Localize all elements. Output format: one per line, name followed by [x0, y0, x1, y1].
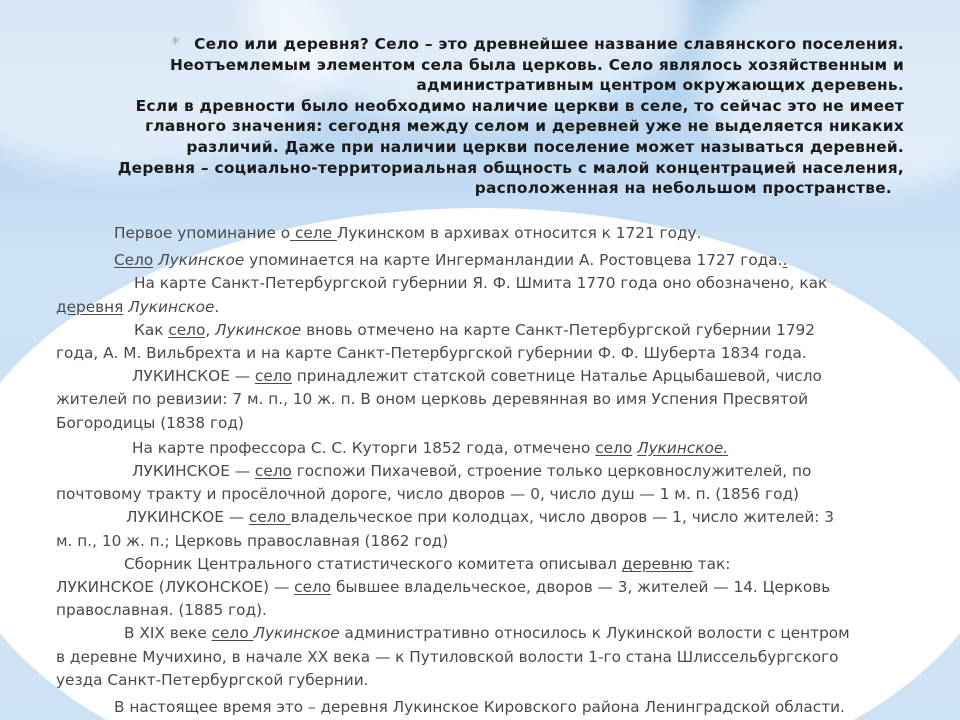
history-text [56, 222, 916, 719]
text-run: ЛУКИНСКОЕ (ЛУКОНСКОЕ) — [56, 578, 295, 597]
italic-name: Лукинское [215, 320, 302, 339]
paragraph-line [56, 506, 916, 529]
text-run: . [214, 297, 220, 316]
heading-block [70, 34, 904, 199]
heading-line: Неотъемлемым элементом села была церковь. Село являлось хозяйственным и [169, 55, 904, 74]
link-word-selo[interactable]: село [168, 320, 206, 339]
paragraph-line [56, 576, 916, 599]
text-run: В XIX веке [124, 624, 212, 643]
link-word-selo[interactable]: село [248, 508, 291, 527]
paragraph-line [56, 553, 916, 576]
text-run: Лукинском в архивах относится к 1721 году. [336, 224, 702, 242]
text-run: госпожи Пихачевой, строение только церковнослужителей, по [291, 462, 812, 481]
paragraph-line: На карте Санкт-Петербургской губернии Я. Ф. Шмита 1770 года оно обозначено, как [134, 274, 828, 293]
link-word-selo[interactable]: село [595, 438, 633, 457]
text-run: Как [134, 320, 169, 339]
link-word-selo[interactable]: село [254, 462, 292, 481]
paragraph-line: жителей по ревизии: 7 м. п., 10 ж. п. В оном церковь деревянная во имя Успения Пресвятой [56, 390, 809, 409]
text-run: владельческое при колодцах, число дворов — 1, число жителей: 3 [290, 508, 835, 527]
text-run: ЛУКИНСКОЕ — [132, 367, 255, 386]
heading-line: административным центром окружающих деревень. [416, 76, 904, 95]
text-run: Первое упоминание о [114, 224, 291, 242]
heading-line: Деревня – социально-территориальная общность с малой концентрацией населения, [117, 158, 904, 177]
bullet-icon: * [171, 34, 181, 54]
paragraph-line: православная. (1885 год). [56, 601, 267, 620]
paragraph-line: м. п., 10 ж. п.; Церковь православная (1862 год) [56, 531, 449, 550]
text-run: административно относилось к Лукинской волости с центром [339, 624, 850, 643]
italic-name: Лукинское [253, 624, 340, 643]
text-run: так: [692, 554, 731, 573]
heading-line: различий. Даже при наличии церкви поселение может называться деревней. [186, 137, 904, 156]
paragraph-line [56, 365, 916, 388]
link-word-derevnya[interactable]: деревня [56, 297, 124, 316]
text-run: ЛУКИНСКОЕ — [126, 508, 249, 527]
heading-line: Если в древности было необходимо наличие церкви в селе, то сейчас это не имеет [135, 96, 904, 115]
paragraph-line: В настоящее время это – деревня Лукинское Кировского района Ленинградской области. [114, 698, 845, 717]
italic-name: Лукинское [158, 251, 245, 270]
paragraph-line: уезда Санкт-Петербургской губернии. [56, 670, 369, 689]
link-word-selo[interactable]: село [294, 578, 332, 597]
paragraph-line [56, 222, 916, 245]
link-dot[interactable]: . [782, 251, 788, 270]
paragraph-line [56, 249, 916, 272]
heading-line: главного значения: сегодня между селом и деревней уже не выделяется никаких [145, 117, 904, 136]
paragraph-line [56, 296, 916, 319]
paragraph-line [56, 622, 916, 645]
link-italic-name[interactable]: Лукинское. [637, 438, 729, 457]
heading-line [70, 34, 904, 55]
paragraph-line: почтовому тракту и просёлочной дороге, число дворов — 0, число душ — 1 м. п. (1856 год) [56, 485, 799, 504]
text-run: , [205, 320, 216, 339]
link-word-selo[interactable]: Село [114, 251, 154, 270]
paragraph-line: года, А. М. Вильбрехта и на карте Санкт-Петербургской губернии Ф. Ф. Шуберта 1834 года. [56, 344, 807, 363]
link-word-sele[interactable]: селе [290, 224, 337, 242]
text-run: упоминается на карте Ингерманландии А. Ростовцева 1727 года. [244, 251, 783, 270]
link-word-selo[interactable]: село [211, 624, 254, 643]
paragraph-line: Богородицы (1838 год) [56, 413, 244, 432]
text-run: вновь отмечено на карте Санкт-Петербургской губернии 1792 [301, 320, 816, 339]
paragraph-line [56, 319, 916, 342]
paragraph-line [56, 437, 916, 460]
italic-name: Лукинское [128, 297, 215, 316]
link-word-selo[interactable]: село [254, 367, 292, 386]
link-word-derevnyu[interactable]: деревню [621, 554, 693, 573]
paragraph-line [56, 460, 916, 483]
text-run: бывшее владельческое, дворов — 3, жителей — 14. Церковь [331, 578, 831, 597]
heading-line: расположенная на небольшом пространстве. [474, 179, 892, 198]
paragraph-line: в деревне Мучихино, в начале XX века — к Путиловской волости 1-го стана Шлиссельбургского [56, 647, 839, 666]
text-run: ЛУКИНСКОЕ — [132, 462, 255, 481]
heading-line-text: Село или деревня? Село – это древнейшее название славянского поселения. [194, 35, 904, 53]
text-run: На карте профессора С. С. Куторги 1852 года, отмечено [132, 438, 596, 457]
text-run: Сборник Центрального статистического комитета описывал [124, 554, 622, 573]
text-run: принадлежит статской советнице Наталье Арцыбашевой, число [291, 367, 822, 386]
